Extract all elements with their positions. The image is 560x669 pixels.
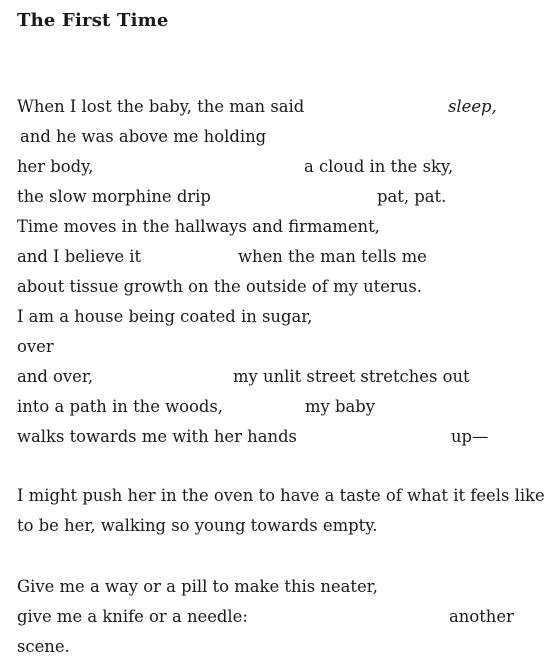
line-text: scene. bbox=[17, 637, 70, 656]
poem-line bbox=[0, 302, 560, 332]
poem-line bbox=[0, 481, 560, 511]
line-text: her body, bbox=[17, 157, 94, 176]
line-text-indented: my unlit street stretches out bbox=[233, 367, 470, 386]
line-text-indented: pat, pat. bbox=[377, 187, 447, 206]
line-text: I might push her in the oven to have a taste of what it feels like bbox=[17, 486, 545, 505]
poem-line bbox=[0, 182, 560, 212]
line-text-indented: sleep, bbox=[448, 97, 497, 116]
poem-line bbox=[0, 122, 560, 152]
poem-line bbox=[0, 362, 560, 392]
poem-line bbox=[0, 332, 560, 362]
poem-line bbox=[0, 152, 560, 182]
line-text-indented: another bbox=[449, 607, 514, 626]
poem-line bbox=[0, 212, 560, 242]
poem-line bbox=[0, 602, 560, 632]
line-text: When I lost the baby, the man said bbox=[17, 97, 305, 116]
line-text-indented: when the man tells me bbox=[238, 247, 427, 266]
line-text: Give me a way or a pill to make this neater, bbox=[17, 577, 378, 596]
poem-line bbox=[0, 422, 560, 452]
poem-line bbox=[0, 392, 560, 422]
line-text: into a path in the woods, bbox=[17, 397, 224, 416]
line-text-indented: my baby bbox=[305, 397, 376, 416]
line-text: give me a knife or a needle: bbox=[17, 607, 248, 626]
line-text: and over, bbox=[17, 367, 94, 386]
line-text: about tissue growth on the outside of my uterus. bbox=[17, 277, 422, 296]
poem-line bbox=[0, 242, 560, 272]
line-text-indented: up— bbox=[451, 427, 489, 446]
line-text: and he was above me holding bbox=[20, 127, 267, 146]
poem-line bbox=[0, 272, 560, 302]
poem-title: The First Time bbox=[17, 10, 169, 31]
poem-line bbox=[0, 572, 560, 602]
line-text: I am a house being coated in sugar, bbox=[17, 307, 313, 326]
line-text-indented: a cloud in the sky, bbox=[304, 157, 454, 176]
poem-line bbox=[0, 92, 560, 122]
line-text: Time moves in the hallways and firmament, bbox=[17, 217, 380, 236]
line-text: to be her, walking so young towards empty. bbox=[17, 516, 378, 535]
line-text: and I believe it bbox=[17, 247, 142, 266]
line-text: walks towards me with her hands bbox=[17, 427, 297, 446]
poem-line bbox=[0, 511, 560, 541]
line-text: the slow morphine drip bbox=[17, 187, 211, 206]
line-text: over bbox=[17, 337, 54, 356]
poem-line bbox=[0, 632, 560, 662]
